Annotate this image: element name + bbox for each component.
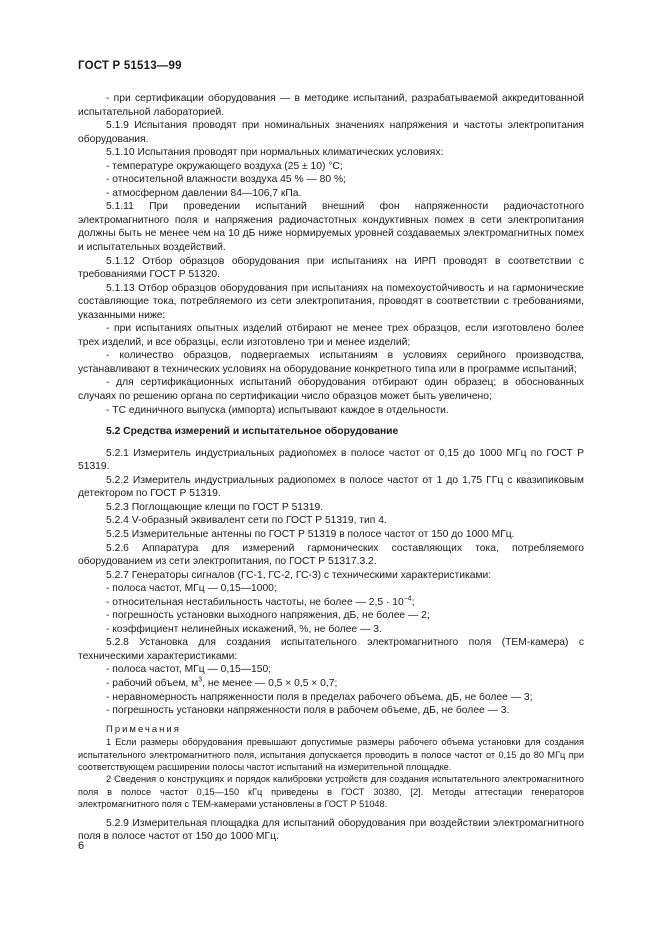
clause-5-1-10: 5.1.10 Испытания проводят при нормальных климатических условиях: — [106, 147, 444, 159]
paragraph: - при сертификации оборудования — в методике испытаний, разрабатываемой аккредитованной испытательной лабораторией. — [78, 93, 584, 118]
clause-5-1-12: 5.1.12 Отбор образцов оборудования при испытаниях на ИРП проводят в соответствии с требованиями ГОСТ Р 51320. — [78, 255, 584, 281]
list-item-text: - рабочий объем, м — [106, 677, 199, 689]
clause-5-2-3: 5.2.3 Поглощающие клещи по ГОСТ Р 51319. — [106, 501, 324, 513]
document-body — [78, 92, 584, 844]
list-item — [78, 596, 584, 610]
clause-5-2-2: 5.2.2 Измеритель индустриальных радиопомех в полосе частот от 1 до 1,75 ГГц с квазипиковым детектором по ГОСТ Р 51319. — [78, 474, 584, 500]
list-item: - погрешность установки выходного напряжения, дБ, не более — 2; — [106, 610, 430, 622]
list-item: - неравномерность напряженности поля в пределах рабочего объема, дБ, не более — 3; — [106, 691, 533, 703]
list-item: - для сертификационных испытаний оборудования отбирают один образец; в обоснованных случаях по решению органа по сертификации число образцов может быть увеличено; — [78, 377, 584, 403]
clause-5-1-13: 5.1.13 Отбор образцов оборудования при испытаниях на помехоустойчивость и на гармонические составляющие тока, потребляемого из сети электропитания, проводят в соответствии с требованиями, указанными ниже: — [78, 282, 584, 321]
list-item-tail: ; — [411, 596, 415, 608]
document-header: ГОСТ Р 51513—99 — [78, 60, 182, 72]
list-item: - относительной влажности воздуха 45 % — 80 %; — [106, 174, 347, 186]
list-item: - коэффициент нелинейных искажений, %, не более — 3. — [106, 623, 382, 635]
exponent: −4 — [403, 595, 412, 603]
list-item: - температуре окружающего воздуха (25 ± 10) °С; — [106, 160, 343, 172]
exponent: 3 — [198, 676, 203, 684]
clause-5-2-8: 5.2.8 Установка для создания испытательного электромагнитного поля (ТЕМ-камера) с техническими характеристиками: — [78, 637, 584, 662]
list-item: - при испытаниях опытных изделий отбирают не менее трех образцов, если изготовлено более трех изделий, и все образцы, если изготовлено три и менее изделий; — [78, 323, 584, 348]
list-item: - количество образцов, подвергаемых испытаниям в условиях серийного производства, устанавливают в технических условиях на оборудование конкретного типа или в программе испытаний; — [78, 350, 584, 375]
note-item: 2 Сведения о конструкциях и порядок калибровки устройств для создания испытательного электромагнитного поля в полосе частот 0,15—150 кГц приведены в ГОСТ 30380, [2]. Методы аттестации генераторов электромагнитного поля с ТЕМ-камерами установлены в ГОСТ Р 51048. — [78, 774, 584, 810]
list-item: - атмосферном давлении 84—106,7 кПа. — [106, 187, 302, 199]
note-item: 1 Если размеры оборудования превышают допустимые размеры рабочего объема установки для создания испытательного электромагнитного поля, испытания допускается проводить в полосе частот от 0,15 до 80 МГц при соответствующем расширении полосы частот испытаний на измерительной площадке. — [78, 737, 584, 772]
section-title: 5.2 Средства измерений и испытательное оборудование — [106, 426, 399, 438]
clause-5-1-9: 5.1.9 Испытания проводят при номинальных значениях напряжения и частоты электропитания оборудования. — [78, 120, 584, 145]
list-item-tail: , не менее — 0,5 × 0,5 × 0,7; — [202, 677, 338, 689]
page-number: 6 — [78, 840, 85, 852]
notes-title: Примечания — [106, 723, 181, 735]
clause-5-2-5: 5.2.5 Измерительные антенны по ГОСТ Р 51319 в полосе частот от 150 до 1000 МГц. — [106, 528, 515, 540]
list-item: - полоса частот, МГц — 0,15—150; — [106, 664, 272, 676]
clause-5-2-6: 5.2.6 Аппаратура для измерений гармонических составляющих тока, потребляемого оборудованием из сети электропитания, по ГОСТ Р 51317.3.2. — [78, 542, 584, 568]
clause-5-1-11: 5.1.11 При проведении испытаний внешний фон напряженности радиочастотного электромагнитного поля и напряжения радиочастотных кондуктивных помех в сети электропитания должны быть не менее чем на 10 дБ ниже нормируемых уровней создаваемых электромагнитных помех и испытательных воздействий. — [78, 201, 584, 254]
list-item — [78, 677, 584, 691]
list-item: - погрешность установки напряженности поля в рабочем объеме, дБ, не более — 3. — [106, 705, 510, 717]
list-item-text: - относительная нестабильность частоты, не более — 2,5 · 10 — [106, 596, 404, 608]
clause-5-2-4: 5.2.4 V-образный эквивалент сети по ГОСТ Р 51319, тип 4. — [106, 515, 387, 527]
clause-5-2-9: 5.2.9 Измерительная площадка для испытаний оборудования при воздействии электромагнитного поля в полосе частот от 150 до 1000 МГц. — [78, 817, 584, 843]
clause-5-2-1: 5.2.1 Измеритель индустриальных радиопомех в полосе частот от 0,15 до 1000 МГц по ГОСТ Р 51319. — [78, 447, 584, 473]
list-item: - полоса частот, МГц — 0,15—1000; — [106, 583, 277, 595]
list-item: - ТС единичного выпуска (импорта) испытывают каждое в отдельности. — [106, 404, 449, 416]
clause-5-2-7: 5.2.7 Генераторы сигналов (ГС-1, ГС-2, ГС-3) с техническими характеристиками: — [106, 569, 492, 581]
